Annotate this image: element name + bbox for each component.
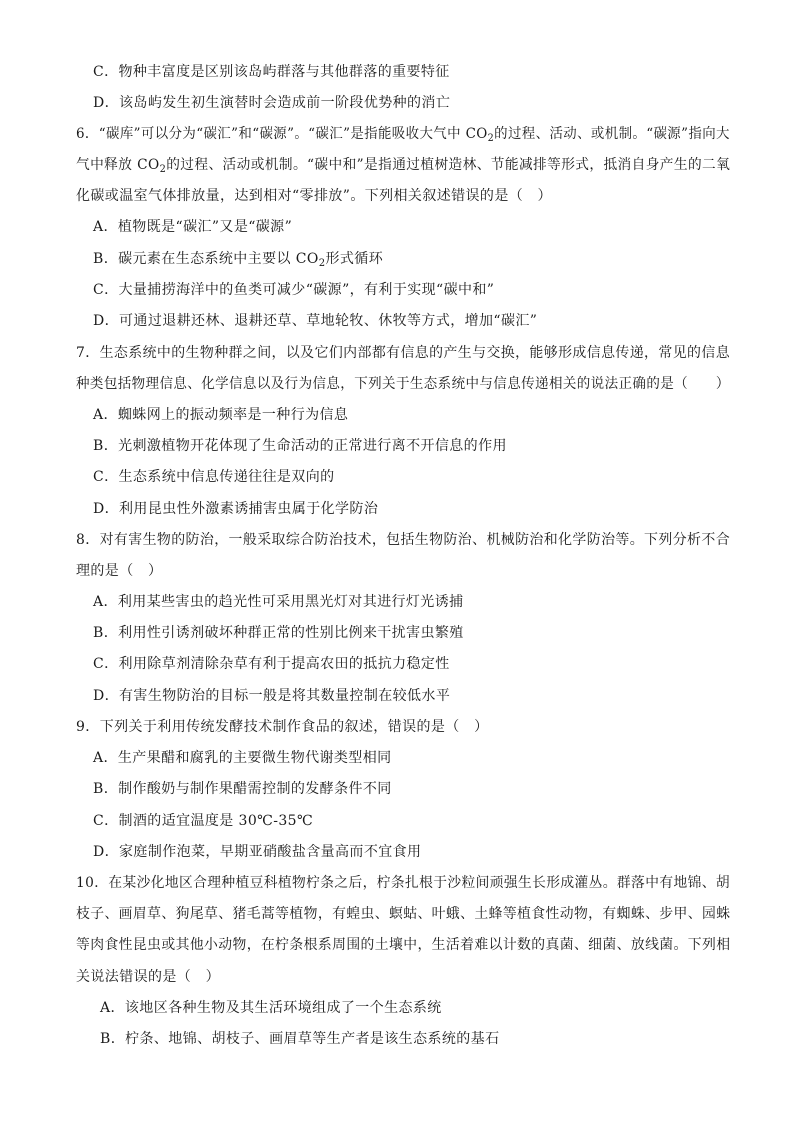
q9-option-c: C．制酒的适宜温度是 30℃-35℃ <box>93 813 314 829</box>
q6-option-c: C．大量捕捞海洋中的鱼类可减少“碳源”，有利于实现“碳中和” <box>93 282 495 298</box>
q8-option-b: B．利用性引诱剂破坏种群正常的性别比例来干扰害虫繁殖 <box>93 625 464 641</box>
q6-option-d: D．可通过退耕还林、退耕还草、草地轮牧、休牧等方式，增加“碳汇” <box>93 313 538 329</box>
q7-option-b: B．光刺激植物开花体现了生命活动的正常进行离不开信息的作用 <box>93 438 507 454</box>
q8-stem-line1: 8．对有害生物的防治，一般采取综合防治技术，包括生物防治、机械防治和化学防治等。下列分析不合 <box>76 532 731 548</box>
q7-stem-line2: 种类包括物理信息、化学信息以及行为信息，下列关于生态系统中与信息传递相关的说法正确的是（ ） <box>76 376 730 392</box>
q7-option-c: C．生态系统中信息传递往往是双向的 <box>93 469 335 485</box>
q7-stem-line1: 7．生态系统中的生物种群之间，以及它们内部都有信息的产生与交换，能够形成信息传递，常见的信息 <box>76 345 731 361</box>
q10-stem-line3: 等肉食性昆虫或其他小动物，在柠条根系周围的土壤中，生活着难以计数的真菌、细菌、放线菌。下列相 <box>76 937 731 953</box>
q7-option-d: D．利用昆虫性外激素诱捕害虫属于化学防治 <box>93 501 379 517</box>
q9-option-a: A．生产果醋和腐乳的主要微生物代谢类型相同 <box>93 750 392 766</box>
q10-stem-line2: 枝子、画眉草、狗尾草、猪毛蒿等植物，有蝗虫、螟蛄、叶蛾、土蜂等植食性动物，有蜘蛛、步甲、园蛛 <box>76 906 731 922</box>
q6-stem-line3: 化碳或温室气体排放量，达到相对“零排放”。下列相关叙述错误的是（ ） <box>76 188 552 204</box>
q7-option-a: A．蜘蛛网上的振动频率是一种行为信息 <box>93 407 349 423</box>
q6-option-b: B．碳元素在生态系统中主要以 $CO_2$形式循环 <box>93 251 384 269</box>
q9-option-b: B．制作酸奶与制作果醋需控制的发酵条件不同 <box>93 781 392 797</box>
q8-stem-line2: 理的是（ ） <box>76 563 163 579</box>
q6-stem-line1: 6．“碳库”可以分为“碳汇”和“碳源”。“碳汇”是指能吸收大气中 $CO_2$的过程、活动、或机制。“碳源”指向大 <box>76 126 730 144</box>
q5-option-c: C．物种丰富度是区别该岛屿群落与其他群落的重要特征 <box>93 64 450 80</box>
q6-option-a: A．植物既是“碳汇”又是“碳源” <box>93 219 293 235</box>
q10-stem-line1: 10．在某沙化地区合理种植豆科植物柠条之后，柠条扎根于沙粒间顽强生长形成灌丛。群落中有地锦、胡 <box>76 875 730 891</box>
q5-option-d: D．该岛屿发生初生演替时会造成前一阶段优势种的消亡 <box>93 95 451 111</box>
q10-option-b: B．柠条、地锦、胡枝子、画眉草等生产者是该生态系统的基石 <box>100 1031 500 1047</box>
q6-stem-line2: 气中释放 $CO_2$的过程、活动或机制。“碳中和”是指通过植树造林、节能减排等形式，抵消自身产生的二氧 <box>76 157 731 175</box>
q8-option-d: D．有害生物防治的目标一般是将其数量控制在较低水平 <box>93 688 451 704</box>
q10-stem-line4: 关说法错误的是（ ） <box>76 969 220 985</box>
q8-option-a: A．利用某些害虫的趋光性可采用黑光灯对其进行灯光诱捕 <box>93 594 464 610</box>
q8-option-c: C．利用除草剂清除杂草有利于提高农田的抵抗力稳定性 <box>93 656 450 672</box>
q9-option-d: D．家庭制作泡菜，早期亚硝酸盐含量高而不宜食用 <box>93 844 422 860</box>
q9-stem: 9．下列关于利用传统发酵技术制作食品的叙述，错误的是（ ） <box>76 719 489 735</box>
q10-option-a: A．该地区各种生物及其生活环境组成了一个生态系统 <box>100 1000 442 1016</box>
